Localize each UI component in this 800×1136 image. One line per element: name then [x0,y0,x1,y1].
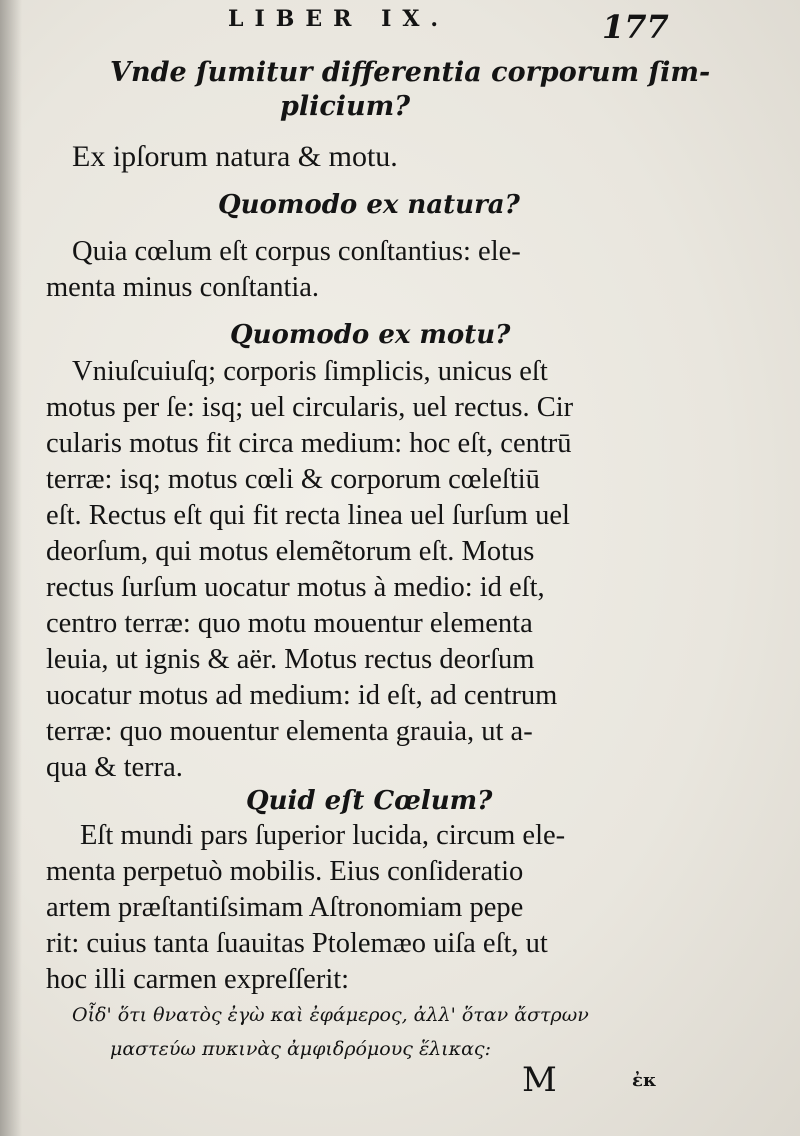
answer-line: leuia, ut ignis & aër. Motus rectus deorſum [46,644,535,675]
running-head: LIBER IX. [228,6,450,32]
answer-line: hoc illi carmen expreſſerit: [46,964,350,995]
answer-line: rectus ſurſum uocatur motus à medio: id eſt, [46,572,545,603]
page-number: 177 [602,8,669,46]
spine-shadow [0,0,22,1136]
question-line: Vnde ſumitur differentia corporum ſim- [110,57,711,88]
question-line: plicium? [279,91,411,122]
answer-line: Quia cœlum eſt corpus conſtantius: ele- [72,236,521,267]
question-heading [110,56,711,124]
answer-line: uocatur motus ad medium: id eſt, ad centrum [46,680,558,711]
catchword: ἐκ [632,1070,657,1091]
question-heading: Quomodo ex natura? [218,190,520,220]
answer-line: menta minus conſtantia. [46,272,320,303]
signature-mark: M [522,1060,557,1100]
answer-line: Eſt mundi pars ſuperior lucida, circum ele- [80,820,566,851]
answer-line: artem præſtantiſsimam Aſtronomiam pepe [46,892,524,923]
greek-verse-line: Οἶδ' ὅτι θνατὸς ἐγὼ καὶ ἐφάμερος, ἀλλ' ὅταν ἄστρων [72,1004,589,1026]
answer-line: Vniuſcuiuſq; corporis ſimplicis, unicus eſt [72,356,548,387]
answer-line: Ex ipſorum natura & motu. [72,140,398,173]
answer-line: cularis motus fit circa medium: hoc eſt, centrū [46,428,572,459]
answer-line: qua & terra. [46,752,183,783]
answer-line: rit: cuius tanta ſuauitas Ptolemæo uiſa eſt, ut [46,928,548,959]
answer-line: terræ: isq; motus cœli & corporum cœleſtiū [46,464,540,495]
answer-line: eſt. Rectus eſt qui fit recta linea uel ſurſum uel [46,500,570,531]
answer-line: menta perpetuò mobilis. Eius conſideratio [46,856,524,887]
greek-verse-line: μαστεύω πυκινὰς ἀμφιδρόμους ἕλικας: [110,1038,491,1060]
question-heading: Quomodo ex motu? [230,320,511,350]
answer-line: terræ: quo mouentur elementa grauia, ut a- [46,716,533,747]
answer-line: deorſum, qui motus elemẽtorum eſt. Motus [46,536,535,567]
answer-line: motus per ſe: isq; uel circularis, uel rectus. Cir [46,392,574,423]
question-heading: Quid eſt Cœlum? [246,786,493,816]
answer-line: centro terræ: quo motu mouentur elementa [46,608,533,639]
